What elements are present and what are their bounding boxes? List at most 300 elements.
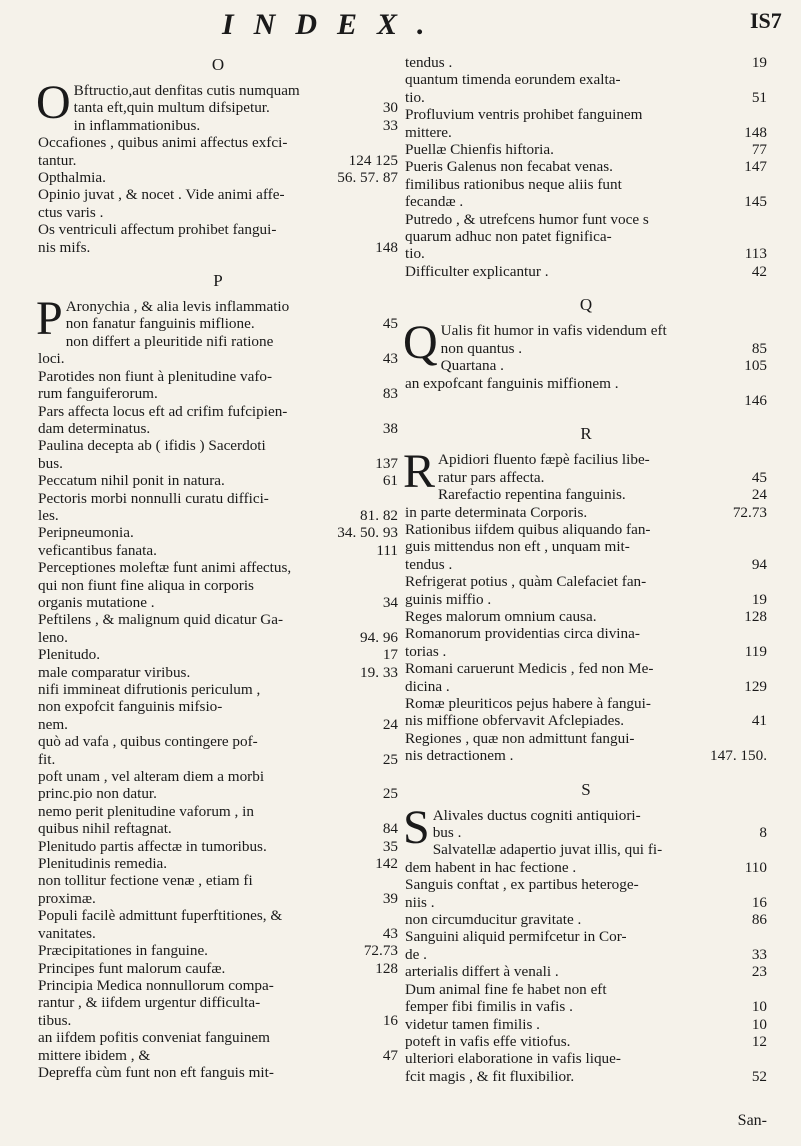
entry-text: quò ad vafa , quibus contingere pof-: [38, 733, 258, 751]
index-line: [38, 751, 398, 768]
entry-text: Rationibus iifdem quibus aliquando fan-: [405, 520, 651, 538]
index-line: [38, 855, 398, 872]
entry-text: dicina .: [405, 677, 450, 695]
entry-text: nis mifs.: [38, 238, 91, 256]
entry-text: in inflammationibus.: [73, 116, 201, 134]
page-reference: [392, 333, 398, 350]
page-reference: 8: [759, 824, 767, 842]
entry-text: de .: [405, 945, 427, 963]
entry-text: Peripneumonia.: [38, 524, 134, 542]
entry-text: Opthalmia.: [38, 169, 106, 187]
index-line: [438, 451, 767, 468]
entry-text: bus .: [432, 824, 462, 842]
page-reference: 72.73: [363, 942, 398, 960]
entry-text: Parotides non fiunt à plenitudine vafo-: [38, 367, 273, 385]
index-line: [38, 698, 398, 715]
page-reference: 128: [744, 607, 767, 625]
entry-text: Plenitudinis remedia.: [38, 855, 168, 873]
section-letter: P: [213, 271, 223, 291]
index-line: [405, 263, 767, 280]
section-gap: [405, 280, 767, 294]
index-line: [38, 368, 398, 385]
page-reference: [392, 298, 398, 315]
page-reference: 24: [751, 486, 767, 504]
index-entry: [38, 1064, 398, 1081]
index-line: [405, 730, 767, 747]
index-line: [405, 158, 767, 175]
entry-text: Dum animal fine fe habet non eft: [405, 980, 607, 998]
index-entry: [38, 437, 398, 472]
entry-text: bus.: [38, 454, 63, 472]
entry-text: rantur , & iifdem urgentur difficulta-: [38, 994, 261, 1012]
entry-text: an expofcant fanguinis miffionem .: [405, 374, 619, 392]
index-line: [38, 420, 398, 437]
entry-text: Pectoris morbi nonnulli curatu diffici-: [38, 489, 269, 507]
index-entry: [405, 357, 767, 409]
entry-text: ratur pars affecta.: [438, 468, 545, 486]
entry-text: niis .: [405, 893, 435, 911]
entry-text: Difficulter explicantur .: [405, 262, 549, 280]
entry-text: loci.: [38, 350, 65, 368]
index-column-left: [38, 54, 398, 1081]
page-reference: [392, 134, 398, 151]
entry-text: guis mittendus non eft , unquam mit-: [405, 538, 630, 556]
page-reference: [761, 228, 767, 245]
index-line: [441, 322, 767, 339]
index-line: [38, 1029, 398, 1046]
index-line: [405, 504, 767, 521]
index-entry: [405, 106, 767, 141]
page-reference: 147. 150.: [710, 747, 767, 765]
page-reference: 19: [751, 54, 767, 71]
page-reference: 43: [382, 350, 398, 368]
entry-text: non expofcit fanguinis mifsio-: [38, 698, 223, 716]
index-line: [38, 577, 398, 594]
index-entry: [405, 54, 767, 106]
entry-text: Depreffa cùm funt non eft fanguis mit-: [38, 1063, 274, 1081]
entry-text: Putredo , & utrefcens humor funt voce s: [405, 210, 649, 228]
section-gap: [405, 409, 767, 423]
section-letter: O: [211, 55, 225, 74]
page-reference: 33: [751, 945, 767, 963]
index-entry: [38, 907, 398, 942]
drop-initial: O: [36, 76, 71, 129]
index-line: [66, 333, 398, 350]
page-reference: [761, 841, 767, 858]
entry-text: non tollitur fectione venæ , etiam fi: [38, 872, 253, 890]
page-reference: 10: [751, 998, 767, 1016]
entry-text: poteft in vafis effe vitiofus.: [405, 1032, 571, 1050]
entry-text: quantum timenda eorundem exalta-: [405, 71, 621, 89]
index-entry: [38, 611, 398, 646]
page-reference: 34: [382, 593, 398, 611]
entry-text: torias .: [405, 642, 447, 660]
page-reference: [761, 695, 767, 712]
page-reference: 77: [751, 141, 767, 159]
index-line: [38, 890, 398, 907]
page-reference: 39: [382, 889, 398, 907]
index-line: [433, 841, 767, 858]
index-entry: [38, 186, 398, 221]
entry-text: quarum adhuc non patet fignifica-: [405, 228, 612, 246]
entry-text: vanitates.: [38, 924, 96, 942]
index-entry: [405, 928, 767, 980]
page-reference: 119: [744, 642, 767, 660]
index-line: [38, 186, 398, 203]
entry-text: princ.pio non datur.: [38, 785, 157, 803]
entry-text: mittere ibidem , &: [38, 1046, 151, 1064]
page-reference: [761, 375, 767, 392]
index-line: [74, 82, 398, 99]
index-line: [405, 106, 767, 123]
page-reference: [392, 577, 398, 594]
page-reference: 94: [751, 555, 767, 573]
page-reference: 105: [744, 357, 767, 375]
page-reference: 19. 33: [360, 663, 398, 681]
entry-text: tendus .: [405, 54, 453, 71]
index-entry: [405, 730, 767, 765]
entry-text: mittere.: [405, 123, 452, 141]
index-entry: [405, 573, 767, 608]
page-reference: [392, 698, 398, 715]
index-entry: [38, 403, 398, 438]
entry-text: Ualis fit humor in vafis videndum eft: [440, 322, 667, 340]
entry-text: tantur.: [38, 151, 77, 169]
index-line: [405, 695, 767, 712]
entry-text: nem.: [38, 715, 68, 733]
entry-text: Plenitudo.: [38, 646, 101, 664]
index-line: [405, 54, 767, 71]
index-line: [405, 573, 767, 590]
index-line: [405, 678, 767, 695]
drop-initial: R: [403, 445, 436, 499]
index-entry: [405, 158, 767, 210]
index-line: [405, 124, 767, 141]
entry-text: Romani caruerunt Medicis , fed non Me-: [405, 660, 654, 678]
page-reference: 43: [382, 924, 398, 942]
entry-text: tendus .: [405, 555, 453, 573]
page-number: IS7: [750, 8, 782, 33]
index-line: [38, 524, 398, 541]
index-entry: [38, 646, 398, 837]
index-line: [405, 193, 767, 210]
index-line: [38, 664, 398, 681]
entry-text: Salvatellæ adapertio juvat illis, qui fi-: [432, 841, 663, 859]
page-reference: [392, 872, 398, 889]
entry-text: nemo perit plenitudine vaforum , in: [38, 802, 254, 820]
index-line: [405, 625, 767, 642]
page-reference: [761, 322, 767, 339]
entry-text: non differt a pleuritide nifi ratione: [65, 332, 274, 350]
entry-text: Pars affecta locus eft ad crifim fufcipien-: [38, 402, 288, 420]
entry-text: Romæ pleuriticos pejus habere à fangui-: [405, 695, 651, 712]
index-entry: [38, 838, 398, 855]
page-reference: 85: [751, 339, 767, 357]
entry-text: fecandæ .: [405, 193, 464, 211]
entry-text: ulteriori elaboratione in vafis lique-: [405, 1050, 621, 1068]
index-line: [38, 977, 398, 994]
section-letter: Q: [579, 295, 593, 315]
entry-text: Opinio juvat , & nocet . Vide animi affe-: [38, 186, 285, 204]
index-line: [405, 876, 767, 893]
page-reference: 72.73: [732, 503, 767, 521]
index-entry: [38, 559, 398, 611]
index-line: [66, 315, 398, 332]
index-entry: [405, 608, 767, 625]
index-line: [38, 785, 398, 802]
index-line: [38, 437, 398, 454]
index-entry: [38, 855, 398, 907]
entry-text: Regiones , quæ non admittunt fangui-: [405, 729, 635, 747]
index-line: [66, 298, 398, 315]
page-reference: 86: [751, 911, 767, 929]
page-reference: 45: [382, 315, 398, 333]
entry-text: Alivales ductus cogniti antiquiori-: [432, 806, 641, 824]
page-reference: 110: [744, 858, 767, 876]
page-reference: [761, 660, 767, 677]
index-line: [405, 998, 767, 1015]
page-reference: [392, 611, 398, 628]
index-line: [38, 542, 398, 559]
index-entry: [36, 76, 398, 134]
entry-text: Refrigerat potius , quàm Calefaciet fan-: [405, 573, 647, 591]
entry-text: male comparatur viribus.: [38, 663, 191, 681]
page-reference: [392, 733, 398, 750]
index-line: [74, 99, 398, 116]
page-reference: 30: [382, 99, 398, 117]
entry-text: Perceptiones moleftæ funt animi affectus,: [38, 559, 292, 577]
section-letter: S: [581, 779, 591, 799]
index-line: [38, 646, 398, 663]
page-reference: 35: [382, 837, 398, 855]
index-line: [405, 1068, 767, 1085]
index-line: [441, 357, 767, 374]
entry-text: Sanguini aliquid permifcetur in Cor-: [405, 928, 627, 946]
entry-text: arterialis differt à venali .: [405, 963, 559, 981]
drop-initial: Q: [403, 316, 438, 370]
index-line: [405, 911, 767, 928]
page-reference: 33: [382, 116, 398, 134]
page-reference: [761, 573, 767, 590]
page-reference: 142: [375, 855, 398, 873]
page-reference: 148: [375, 238, 398, 256]
entry-text: nis miffione obfervavit Afclepiades.: [405, 712, 625, 730]
page-reference: [761, 625, 767, 642]
section-gap: [405, 765, 767, 779]
page-reference: 47: [382, 1046, 398, 1064]
page-reference: 56. 57. 87: [337, 169, 398, 187]
entry-text: guinis miffio .: [405, 590, 492, 608]
index-entry: [38, 134, 398, 169]
entry-text: Puellæ Chienfis hiftoria.: [405, 141, 554, 159]
running-title: INDEX.: [222, 8, 445, 41]
index-line: [38, 403, 398, 420]
index-line: [38, 716, 398, 733]
index-line: [441, 340, 767, 357]
page-reference: 42: [751, 262, 767, 280]
page-reference: 17: [382, 646, 398, 664]
index-line: [38, 490, 398, 507]
page-reference: [392, 186, 398, 203]
entry-text: Bftructio,aut denfitas cutis numquam: [73, 82, 300, 99]
index-line: [405, 859, 767, 876]
index-line: [38, 960, 398, 977]
entry-text: ctus varis .: [38, 203, 104, 221]
index-entry: [405, 263, 767, 280]
entry-text: leno.: [38, 628, 68, 646]
entry-text: fimilibus rationibus neque aliis funt: [405, 175, 622, 193]
entry-text: Sanguis conftat , ex partibus heteroge-: [405, 876, 639, 894]
page-reference: [761, 807, 767, 824]
entry-text: Principes funt malorum caufæ.: [38, 959, 226, 977]
page-reference: 16: [382, 1011, 398, 1029]
page-reference: 128: [375, 959, 398, 977]
index-line: [38, 1047, 398, 1064]
index-line: [38, 907, 398, 924]
page-reference: 41: [751, 712, 767, 730]
entry-text: poft unam , vel alteram diem a morbi: [38, 768, 265, 786]
index-line: [38, 733, 398, 750]
page-header: [0, 6, 801, 50]
drop-initial: S: [403, 800, 430, 854]
index-line: [405, 211, 767, 228]
entry-text: Os ventriculi affectum prohibet fangui-: [38, 221, 277, 239]
index-line: [38, 872, 398, 889]
index-line: [38, 221, 398, 238]
index-line: [38, 507, 398, 524]
page-reference: 146: [744, 391, 767, 409]
index-line: [405, 963, 767, 980]
index-line: [405, 660, 767, 677]
page-reference: [761, 106, 767, 123]
index-line: [405, 643, 767, 660]
page-reference: [392, 403, 398, 420]
page-reference: [761, 521, 767, 538]
index-line: [405, 608, 767, 625]
page-reference: 25: [382, 750, 398, 768]
page-reference: [392, 490, 398, 507]
entry-text: dem habent in hac fectione .: [405, 858, 577, 876]
page-reference: 83: [382, 385, 398, 403]
index-entry: [38, 221, 398, 256]
page-reference: [761, 176, 767, 193]
index-line: [405, 245, 767, 262]
page-reference: 84: [382, 820, 398, 838]
page-reference: 81. 82: [360, 506, 398, 524]
page-reference: [761, 211, 767, 228]
index-line: [38, 204, 398, 221]
page-reference: [392, 1029, 398, 1046]
entry-text: in parte determinata Corporis.: [405, 503, 588, 521]
page-reference: 10: [751, 1015, 767, 1033]
entry-text: videtur tamen fimilis .: [405, 1015, 540, 1033]
index-line: [405, 89, 767, 106]
page-reference: 38: [382, 419, 398, 437]
index-line: [433, 807, 767, 824]
page-reference: 111: [376, 541, 398, 559]
entry-text: nifi immineat difrutionis periculum ,: [38, 681, 261, 698]
entry-text: Populi facilè admittunt fuperftitiones, &: [38, 907, 283, 925]
index-line: [38, 559, 398, 576]
page-reference: [392, 681, 398, 698]
index-line: [405, 556, 767, 573]
index-line: [38, 1064, 398, 1081]
index-line: [38, 681, 398, 698]
index-line: [438, 469, 767, 486]
page-reference: [761, 928, 767, 945]
entry-text: veficantibus fanata.: [38, 541, 157, 559]
index-entry: [38, 977, 398, 1064]
entry-text: Rarefactio repentina fanguinis.: [438, 486, 626, 504]
entry-text: Quartana .: [440, 357, 504, 375]
index-entry: [36, 292, 398, 368]
index-line: [38, 803, 398, 820]
index-line: [405, 1050, 767, 1067]
entry-text: Principia Medica nonnullorum compa-: [38, 976, 274, 994]
entry-text: les.: [38, 506, 59, 524]
page-reference: 129: [744, 677, 767, 695]
index-line: [405, 981, 767, 998]
index-entry: [405, 660, 767, 695]
page-reference: [761, 876, 767, 893]
page-reference: [392, 221, 398, 238]
entry-text: fit.: [38, 750, 56, 768]
page-reference: [761, 1050, 767, 1067]
index-entry: [38, 368, 398, 403]
index-line: [38, 768, 398, 785]
page-reference: 34. 50. 93: [337, 524, 398, 542]
page-reference: 12: [751, 1032, 767, 1050]
index-entry: [405, 486, 767, 521]
index-line: [405, 928, 767, 945]
entry-text: Profluvium ventris prohibet fanguinem: [405, 106, 643, 124]
index-line: [438, 486, 767, 503]
index-line: [405, 1033, 767, 1050]
entry-text: non circumducitur gravitate .: [405, 911, 582, 929]
page-reference: [392, 977, 398, 994]
page-reference: 61: [382, 472, 398, 490]
index-line: [38, 350, 398, 367]
index-entry: [405, 625, 767, 660]
page-reference: [761, 451, 767, 468]
index-line: [433, 824, 767, 841]
index-line: [38, 1012, 398, 1029]
page-reference: 113: [744, 245, 767, 263]
index-line: [405, 946, 767, 963]
entry-text: Plenitudo partis affectæ in tumoribus.: [38, 837, 267, 855]
entry-text: fcit magis , & fit fluxibilior.: [405, 1067, 575, 1085]
page-reference: [761, 730, 767, 747]
index-line: [38, 611, 398, 628]
index-line: [405, 1016, 767, 1033]
entry-text: tio.: [405, 88, 425, 106]
index-line: [38, 838, 398, 855]
index-line: [405, 538, 767, 555]
page-reference: [392, 204, 398, 221]
index-line: [74, 117, 398, 134]
page-reference: [392, 559, 398, 576]
index-line: [405, 71, 767, 88]
index-line: [405, 176, 767, 193]
index-entry: [38, 942, 398, 959]
index-line: [38, 629, 398, 646]
index-entry: [38, 960, 398, 977]
entry-text: Reges malorum omnium causa.: [405, 607, 597, 625]
index-line: [405, 228, 767, 245]
page-reference: 148: [744, 123, 767, 141]
entry-text: organis mutatione .: [38, 593, 155, 611]
page-reference: 24: [382, 715, 398, 733]
